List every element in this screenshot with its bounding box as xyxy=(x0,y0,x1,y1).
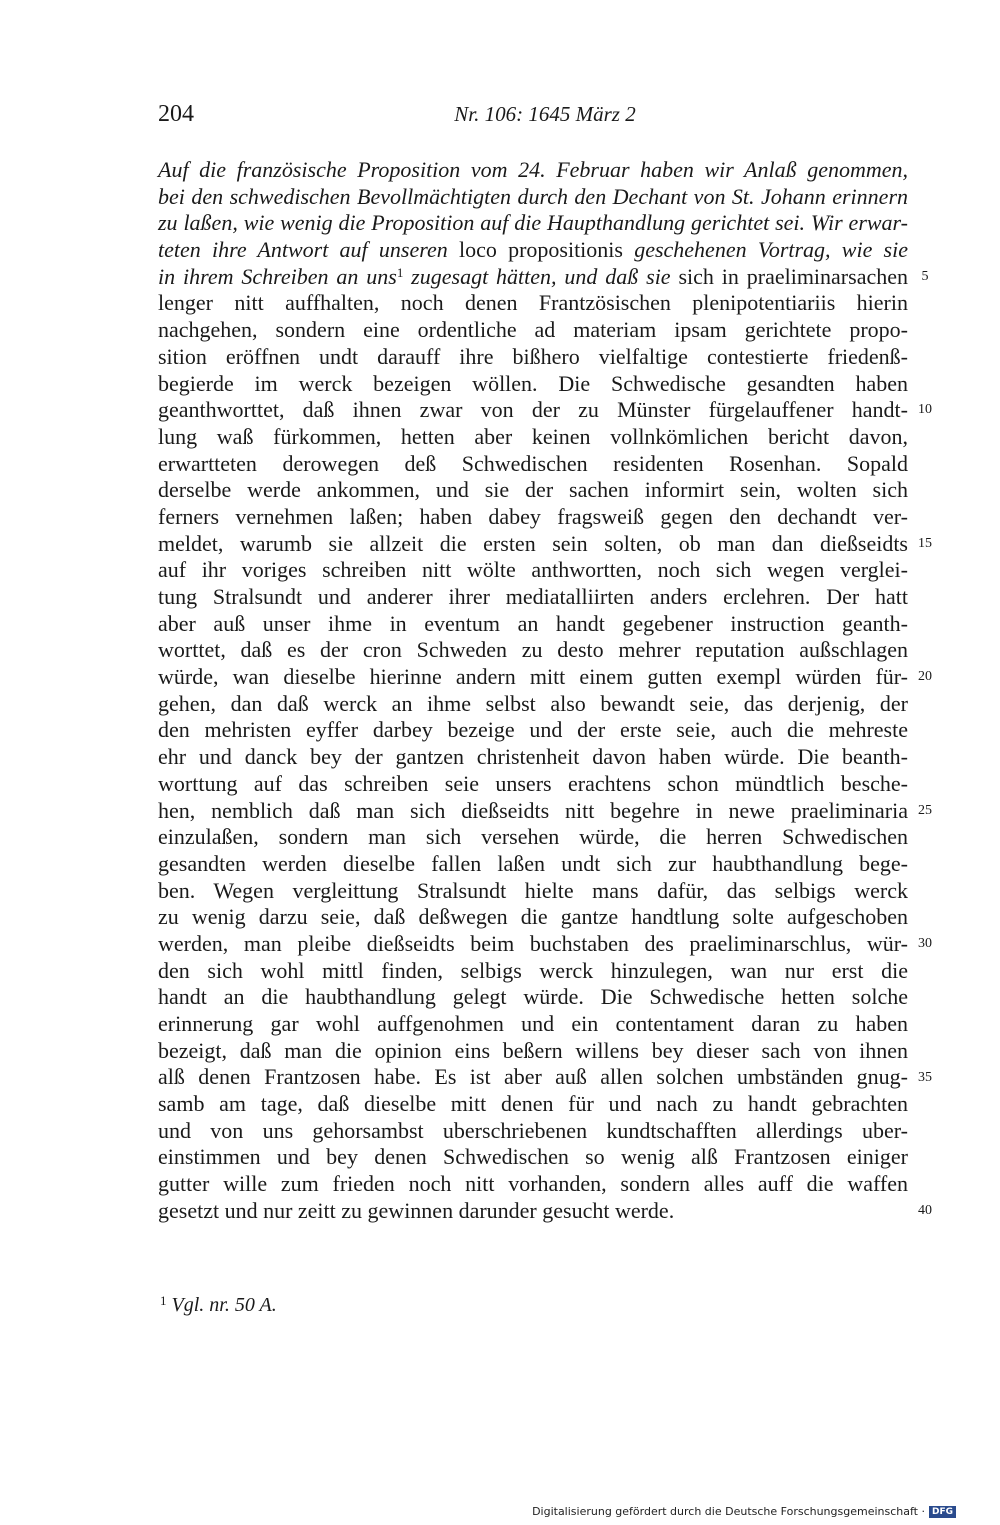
text-line xyxy=(158,637,908,664)
text-segment: geschehenen Vortrag, wie sie xyxy=(634,237,908,263)
text-segment: werden, man pleibe dießseidts beim buchstaben des praeliminarschlus, wür- xyxy=(158,930,908,956)
text-segment: zu laßen, wie wenig die Proposition auf die Haupthandlung gerichtet sei. Wir erwar- xyxy=(158,210,908,236)
text-segment: begierde im werck bezeigen wöllen. Die Schwedische gesandten haben xyxy=(158,370,908,396)
page-number: 204 xyxy=(158,101,194,127)
text-segment: sich in praeliminarsachen xyxy=(678,263,908,289)
text-line xyxy=(158,824,908,851)
text-segment: ben. Wegen vergleittung Stralsundt hielte mans dafür, das selbigs werck xyxy=(158,877,908,903)
text-segment: meldet, warumb sie allzeit die ersten sein solten, ob man dan dießseidts xyxy=(158,530,908,556)
text-segment: lung waß fürkommen, hetten aber keinen vollnkömlichen bericht davon, xyxy=(158,423,908,449)
text-line xyxy=(158,744,908,771)
text-line xyxy=(158,584,908,611)
text-line xyxy=(158,157,908,184)
text-segment: gutter wille zum frieden noch nitt vorhanden, sondern alles auff die waffen xyxy=(158,1171,908,1197)
line-number: 15 xyxy=(918,535,932,551)
text-line xyxy=(158,451,908,478)
text-segment: hen, nemblich daß man sich dießseidts nitt begehre in newe praeliminaria xyxy=(158,797,908,823)
text-segment: auf ihr voriges schreiben nitt wölte anthwortten, noch sich wegen verglei- xyxy=(158,557,908,583)
text-line xyxy=(158,984,908,1011)
text-segment: zu wenig darzu seie, daß deßwegen die gantze handtlung solte aufgeschoben xyxy=(158,904,908,930)
text-segment: handt an die haubthandlung gelegt würde. Die Schwedische hetten solche xyxy=(158,984,908,1010)
line-number: 25 xyxy=(918,802,932,818)
text-line xyxy=(158,1198,908,1225)
text-line xyxy=(158,958,908,985)
digitization-credit xyxy=(532,1505,956,1519)
text-line xyxy=(158,531,908,558)
line-number: 30 xyxy=(918,936,932,952)
text-segment: derselbe werde ankommen, und sie der sachen informirt sein, wolten sich xyxy=(158,477,908,503)
main-text xyxy=(158,157,908,1225)
text-segment: bei den schwedischen Bevollmächtigten durch den Dechant von St. Johann erinnern xyxy=(158,183,908,209)
text-line xyxy=(158,851,908,878)
text-line xyxy=(158,371,908,398)
text-segment: erinnerung gar wohl auffgenohmen und ein contentament daran zu haben xyxy=(158,1011,908,1036)
text-segment: teten ihre Antwort auf unseren xyxy=(158,237,459,263)
text-line xyxy=(158,664,908,691)
text-segment: bezeigt, daß man die opinion eins beßern willens bey dieser sach von ihnen xyxy=(158,1037,908,1063)
text-line xyxy=(158,210,908,237)
text-line xyxy=(158,798,908,825)
footnote-reference: 1 xyxy=(396,264,404,280)
text-segment: Auf die französische Proposition vom 24. Februar haben wir Anlaß genommen, xyxy=(158,157,908,182)
text-line xyxy=(158,424,908,451)
text-line xyxy=(158,237,908,264)
text-segment: gehen, dan daß werck an ihme selbst also bewandt seie, das derjenig, der xyxy=(158,690,908,716)
text-segment: gesandten werden dieselbe fallen laßen undt sich zur haubthandlung bege- xyxy=(158,850,908,876)
text-line xyxy=(158,931,908,958)
text-line xyxy=(158,264,908,291)
line-number: 40 xyxy=(918,1203,932,1219)
text-line xyxy=(158,317,908,344)
text-line xyxy=(158,1171,908,1198)
text-line xyxy=(158,290,908,317)
text-line xyxy=(158,477,908,504)
text-line xyxy=(158,397,908,424)
text-segment: ehr und danck bey der gantzen christenheit davon haben würde. Die beanth- xyxy=(158,744,908,770)
dfg-logo: DFG xyxy=(929,1506,956,1518)
footnote-number: 1 xyxy=(160,1293,167,1308)
text-segment: ferners vernehmen laßen; haben dabey fragsweiß gegen den dechandt ver- xyxy=(158,503,908,529)
text-segment: zugesagt hätten, und daß sie xyxy=(403,263,679,289)
text-line xyxy=(158,904,908,931)
text-segment: in ihrem Schreiben an uns xyxy=(158,263,397,289)
text-line xyxy=(158,1011,908,1038)
text-line xyxy=(158,1038,908,1065)
text-segment: gesetzt und nur zeitt zu gewinnen darunder gesucht werde. xyxy=(158,1197,675,1223)
text-segment: aber auß unser ihme in eventum an handt gegebener instruction geanth- xyxy=(158,610,908,636)
running-head: Nr. 106: 1645 März 2 xyxy=(454,102,636,126)
text-line xyxy=(158,878,908,905)
text-segment: tung Stralsundt und anderer ihrer mediatalliirten anders erclehren. Der hatt xyxy=(158,584,908,609)
text-line xyxy=(158,691,908,718)
text-segment: einzulaßen, sondern man sich versehen würde, die herren Schwedischen xyxy=(158,824,908,850)
text-segment: sition eröffnen undt darauff ihre bißhero vielfaltige contestierte friedenß- xyxy=(158,343,908,369)
text-segment: lenger nitt auffhalten, noch denen Frantzösischen plenipotentiariis hierin xyxy=(158,290,908,316)
line-number: 10 xyxy=(918,402,932,418)
text-line xyxy=(158,1118,908,1145)
text-segment: loco propositionis xyxy=(458,237,635,263)
line-number: 5 xyxy=(921,268,929,284)
text-segment: geanthworttet, daß ihnen zwar von der zu Münster fürgelauffener handt- xyxy=(158,397,908,423)
text-line xyxy=(158,1064,908,1091)
text-line xyxy=(158,184,908,211)
text-line xyxy=(158,344,908,371)
line-number: 35 xyxy=(918,1069,932,1085)
text-segment: worttung auf das schreiben seie unsers erachtens schon mündtlich besche- xyxy=(158,770,908,796)
line-number: 20 xyxy=(918,669,932,685)
text-line xyxy=(158,717,908,744)
text-segment: alß denen Frantzosen habe. Es ist aber auß allen solchen umbständen gnug- xyxy=(158,1064,908,1090)
text-segment: den sich wohl mittl finden, selbigs werck hinzulegen, wan nur erst die xyxy=(158,957,908,983)
text-line xyxy=(158,771,908,798)
text-segment: und von uns gehorsambst uberschriebenen kundtschafften allerdings uber- xyxy=(158,1117,908,1143)
text-line xyxy=(158,1091,908,1118)
text-segment: worttet, daß es der cron Schweden zu desto mehrer reputation außschlagen xyxy=(158,637,908,663)
text-segment: erwartteten derowegen deß Schwedischen residenten Rosenhan. Sopald xyxy=(158,450,908,476)
text-segment: den mehristen eyffer darbey bezeige und der erste seie, auch die mehreste xyxy=(158,717,908,743)
text-segment: nachgehen, sondern eine ordentliche ad materiam ipsam gerichtete propo- xyxy=(158,317,908,343)
text-segment: samb am tage, daß dieselbe mitt denen für und nach zu handt gebrachten xyxy=(158,1091,908,1117)
credit-text: Digitalisierung gefördert durch die Deutsche Forschungsgemeinschaft · xyxy=(532,1505,925,1518)
text-segment: einstimmen und bey denen Schwedischen so wenig alß Frantzosen einiger xyxy=(158,1144,908,1170)
footnote xyxy=(160,1288,277,1318)
footnote-text: Vgl. nr. 50 A. xyxy=(171,1294,277,1316)
text-line xyxy=(158,557,908,584)
text-segment: würde, wan dieselbe hierinne andern mitt einem gutten exempl würden für- xyxy=(158,664,908,690)
text-line xyxy=(158,504,908,531)
text-line xyxy=(158,1144,908,1171)
text-line xyxy=(158,611,908,638)
